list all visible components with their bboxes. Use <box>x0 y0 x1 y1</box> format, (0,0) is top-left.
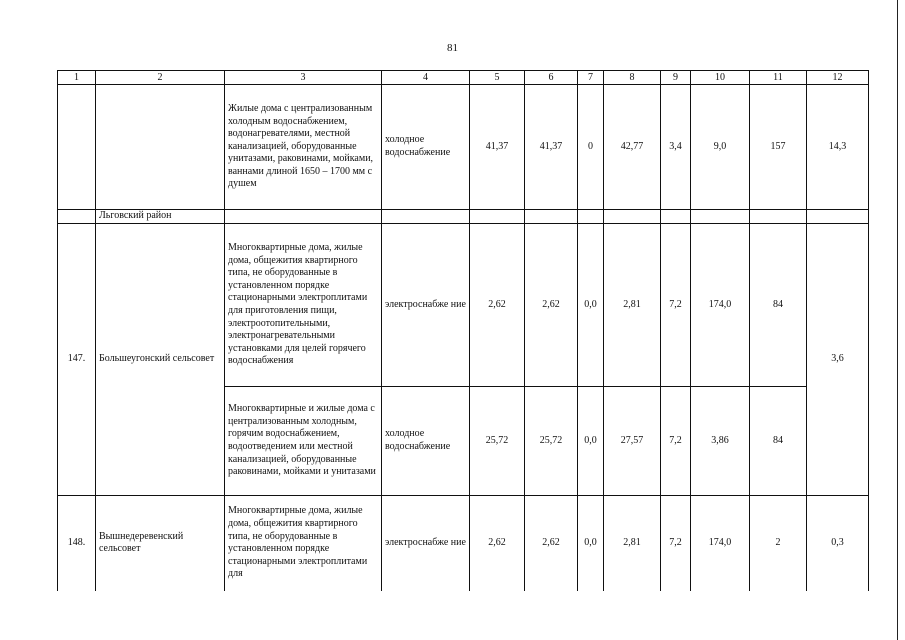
value-c12: 0,3 <box>807 496 869 591</box>
value-c11: 84 <box>750 224 807 387</box>
col-header-5: 5 <box>470 71 525 85</box>
housing-description: Многоквартирные дома, жилые дома, общежития квартирного типа, не оборудованные в установленном порядке стационарными электроплитами для приготовления пищи, электроотопительными, электронагревательными установками для целей горячего водоснабжения <box>225 224 382 387</box>
district-name: Льговский район <box>96 210 225 224</box>
settlement-name: Большеугонский сельсовет <box>96 224 225 496</box>
col-header-9: 9 <box>661 71 691 85</box>
service-type: холодное водоснабжение <box>382 387 470 496</box>
value-c7: 0 <box>578 85 604 210</box>
col-header-6: 6 <box>525 71 578 85</box>
value-c9: 7,2 <box>661 387 691 496</box>
housing-description: Многоквартирные дома, жилые дома, общежития квартирного типа, не оборудованные в установленном порядке стационарными электроплитами для <box>225 496 382 591</box>
value-c7: 0,0 <box>578 496 604 591</box>
value-c11: 157 <box>750 85 807 210</box>
row-number-cell <box>58 85 96 210</box>
row-number-cell: 148. <box>58 496 96 591</box>
settlement-name: Вышнедеревенский сельсовет <box>96 496 225 591</box>
col-header-3: 3 <box>225 71 382 85</box>
value-c6: 25,72 <box>525 387 578 496</box>
value-c8: 42,77 <box>604 85 661 210</box>
col-header-8: 8 <box>604 71 661 85</box>
value-c5: 2,62 <box>470 224 525 387</box>
value-c12: 14,3 <box>807 85 869 210</box>
value-c10: 174,0 <box>691 224 750 387</box>
value-c8: 27,57 <box>604 387 661 496</box>
col-header-7: 7 <box>578 71 604 85</box>
tariff-table <box>57 70 869 591</box>
value-c6: 2,62 <box>525 496 578 591</box>
value-c6: 41,37 <box>525 85 578 210</box>
service-type: холодное водоснабжение <box>382 85 470 210</box>
value-c11: 84 <box>750 387 807 496</box>
col-header-10: 10 <box>691 71 750 85</box>
table-row <box>58 496 869 591</box>
service-type: электроснабже ние <box>382 496 470 591</box>
col-header-4: 4 <box>382 71 470 85</box>
housing-description: Многоквартирные и жилые дома с централизованным холодным, горячим водоснабжением, водоотведением или местной канализацией, оборудованные раковинами, мойками и унитазами <box>225 387 382 496</box>
column-number-row <box>58 71 869 85</box>
service-type: электроснабже ние <box>382 224 470 387</box>
housing-description: Жилые дома с централизованным холодным водоснабжением, водонагревателями, местной канализацией, оборудованные унитазами, раковинами, мойками, ваннами длиной 1650 – 1700 мм с душем <box>225 85 382 210</box>
page-number: 81 <box>447 42 458 54</box>
value-c10: 174,0 <box>691 496 750 591</box>
col-header-1: 1 <box>58 71 96 85</box>
value-c8: 2,81 <box>604 224 661 387</box>
value-c10: 9,0 <box>691 85 750 210</box>
value-c5: 41,37 <box>470 85 525 210</box>
settlement-cell <box>96 85 225 210</box>
value-c5: 2,62 <box>470 496 525 591</box>
page-edge-rule <box>897 0 898 640</box>
value-c8: 2,81 <box>604 496 661 591</box>
district-row <box>58 210 869 224</box>
col-header-12: 12 <box>807 71 869 85</box>
table-row <box>58 85 869 210</box>
col-header-11: 11 <box>750 71 807 85</box>
value-c11: 2 <box>750 496 807 591</box>
value-c5: 25,72 <box>470 387 525 496</box>
table-row <box>58 224 869 387</box>
value-c7: 0,0 <box>578 387 604 496</box>
value-c6: 2,62 <box>525 224 578 387</box>
value-c12: 3,6 <box>807 224 869 496</box>
value-c7: 0,0 <box>578 224 604 387</box>
value-c10: 3,86 <box>691 387 750 496</box>
row-number-cell: 147. <box>58 224 96 496</box>
value-c9: 7,2 <box>661 496 691 591</box>
value-c9: 3,4 <box>661 85 691 210</box>
col-header-2: 2 <box>96 71 225 85</box>
value-c9: 7,2 <box>661 224 691 387</box>
